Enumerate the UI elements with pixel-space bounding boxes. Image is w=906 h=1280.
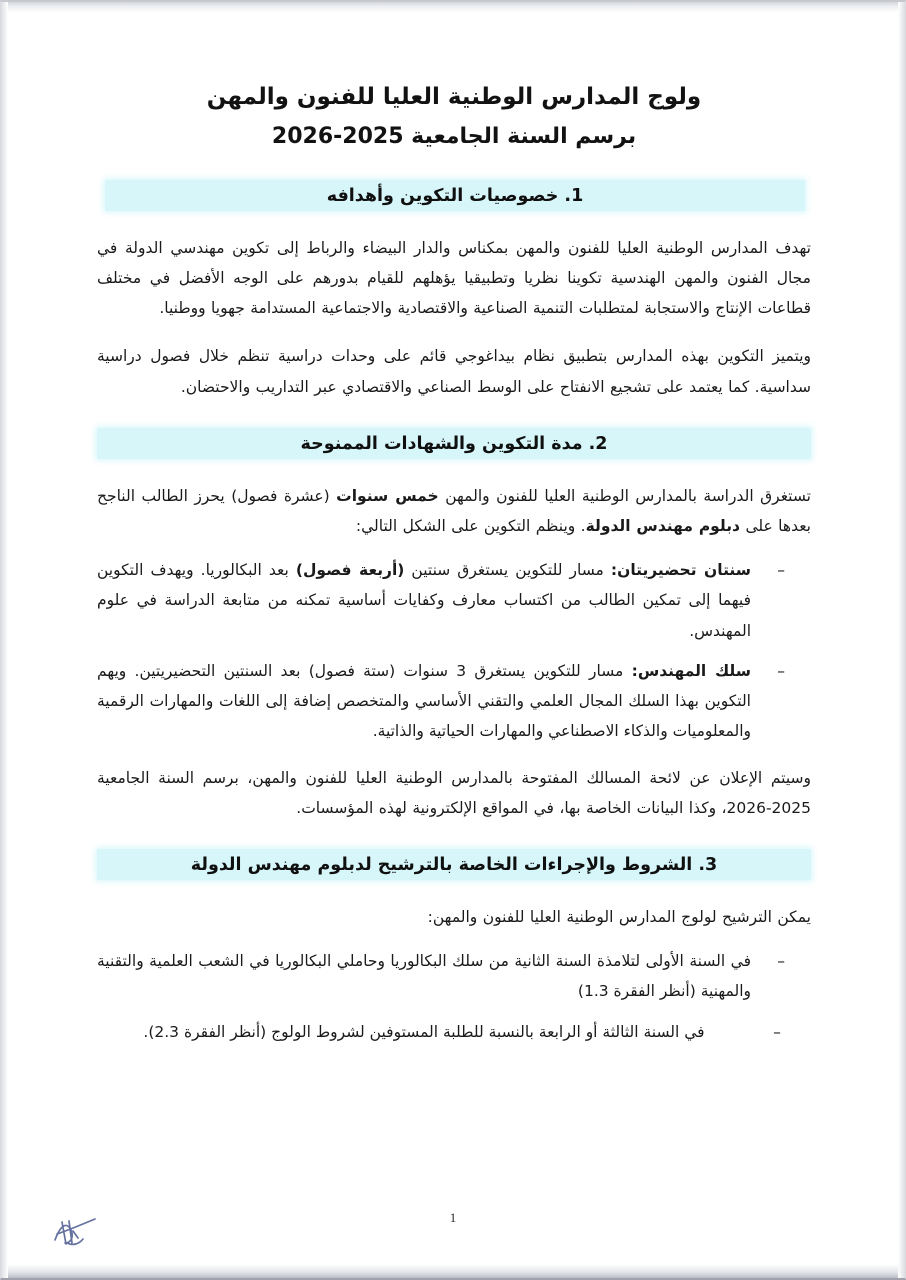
section-3-bullet-item-2 bbox=[97, 1017, 781, 1047]
document-content bbox=[1, 2, 906, 1057]
dash-bullet-icon: – bbox=[777, 952, 785, 971]
section-2-bullet-1-bold-2: (أربعة فصول) bbox=[295, 561, 405, 580]
section-2-intro-part-2: (عشرة فصول) يحرز الطالب الناجح بعدها على bbox=[97, 486, 811, 536]
scan-edge-bottom bbox=[1, 1264, 905, 1278]
page-number: 1 bbox=[449, 1210, 457, 1225]
dash-bullet-icon: – bbox=[777, 661, 785, 680]
section-1-paragraph-1: تهدف المدارس الوطنية العليا للفنون والمهن بمكناس والدار البيضاء والرباط إلى تكوين مهندسي الدولة في مجال الفنون والمهن الهندسية تكوينا نظريا وتطبيقيا يؤهلهم للقيام بدورهم على الوجه الأفضل في مختلف قطاعات الإنتاج والاستجابة لمتطلبات التنمية الصناعية والاقتصادية والاجتماعية المستدامة جهويا ووطنيا. bbox=[97, 238, 811, 318]
section-heading-band-2 bbox=[97, 428, 811, 459]
section-2-intro-bold-2: دبلوم مهندس الدولة bbox=[585, 517, 741, 536]
section-3-bullet-2-text: في السنة الثالثة أو الرابعة بالنسبة للطلبة المستوفين لشروط الولوج (أنظر الفقرة 2.3). bbox=[143, 1022, 705, 1041]
section-heading-band-1 bbox=[105, 180, 805, 211]
section-3-bullet-item-1 bbox=[97, 946, 785, 1006]
section-2-bullet-item-1 bbox=[97, 555, 785, 646]
section-heading-band-3 bbox=[97, 849, 811, 880]
section-2-bullet-list bbox=[97, 555, 811, 746]
section-2-bullet-2-text-1: مسار للتكوين يستغرق 3 سنوات (ستة فصول) بعد السنتين التحضيريتين. ويهم التكوين بهذا السلك المجال العلمي والتقني الأساسي والمتخصص إضافة إلى اللغات والمهارات الرقمية والمعلوميات والذكاء الاصطناعي والمهارات الحياتية والذاتية. bbox=[97, 661, 751, 741]
section-2-bullet-2-bold-1: سلك المهندس: bbox=[631, 661, 751, 680]
section-heading-text-1: 1. خصوصيات التكوين وأهدافه bbox=[326, 185, 584, 206]
section-3-bullet-1-text: في السنة الأولى لتلامذة السنة الثانية من سلك البكالوريا وحاملي البكالوريا في الشعب العلمية والتقنية والمهنية (أنظر الفقرة 1.3) bbox=[97, 952, 751, 1001]
section-2-bullet-1-text-1: مسار للتكوين يستغرق سنتين bbox=[404, 561, 611, 580]
section-3-intro: يمكن الترشيح لولوج المدارس الوطنية العليا للفنون والمهن: bbox=[427, 908, 811, 927]
section-1-paragraph-2: ويتميز التكوين بهذه المدارس بتطبيق نظام بيداغوجي قائم على وحدات دراسية تنظم خلال فصول دراسية سداسية. كما يعتمد على تشجيع الانفتاح على الوسط الصناعي والاقتصادي عبر التداريب والاحتضان. bbox=[97, 347, 811, 396]
section-2-bullet-item-2 bbox=[97, 656, 785, 747]
section-heading-text-3: 3. الشروط والإجراءات الخاصة بالترشيح لدبلوم مهندس الدولة bbox=[190, 855, 718, 876]
document-title-line-1: ولوج المدارس الوطنية العليا للفنون والمهن bbox=[206, 84, 702, 110]
section-2-bullet-1-text-2: بعد البكالوريا. ويهدف التكوين فيهما إلى تمكين الطالب من اكتساب معارف وكفايات أساسية تمكنه من متابعة الدراسة في علوم المهندس. bbox=[97, 561, 751, 640]
section-2-intro-part-3: . وينظم التكوين على الشكل التالي: bbox=[355, 517, 586, 536]
section-2-bullet-1-bold-1: سنتان تحضيريتان: bbox=[610, 561, 751, 580]
section-2-intro bbox=[97, 481, 811, 541]
section-2-intro-bold-1: خمس سنوات bbox=[336, 486, 439, 505]
section-heading-text-2: 2. مدة التكوين والشهادات الممنوحة bbox=[300, 433, 608, 454]
document-title bbox=[97, 64, 811, 154]
section-2-intro-part-1: تستغرق الدراسة بالمدارس الوطنية العليا للفنون والمهن bbox=[438, 486, 811, 505]
section-3-bullet-list bbox=[97, 946, 811, 1047]
section-2-closing-paragraph: وسيتم الإعلان عن لائحة المسالك المفتوحة بالمدارس الوطنية العليا للفنون والمهن، برسم السنة الجامعية 2025-2026، وكذا البيانات الخاصة بها، في المواقع الإلكترونية لهذه المؤسسات. bbox=[97, 768, 811, 817]
dash-bullet-icon: – bbox=[773, 1022, 781, 1041]
document-title-line-2: برسم السنة الجامعية 2025-2026 bbox=[271, 123, 637, 149]
signature-mark bbox=[45, 1210, 101, 1256]
dash-bullet-icon: – bbox=[777, 561, 785, 580]
